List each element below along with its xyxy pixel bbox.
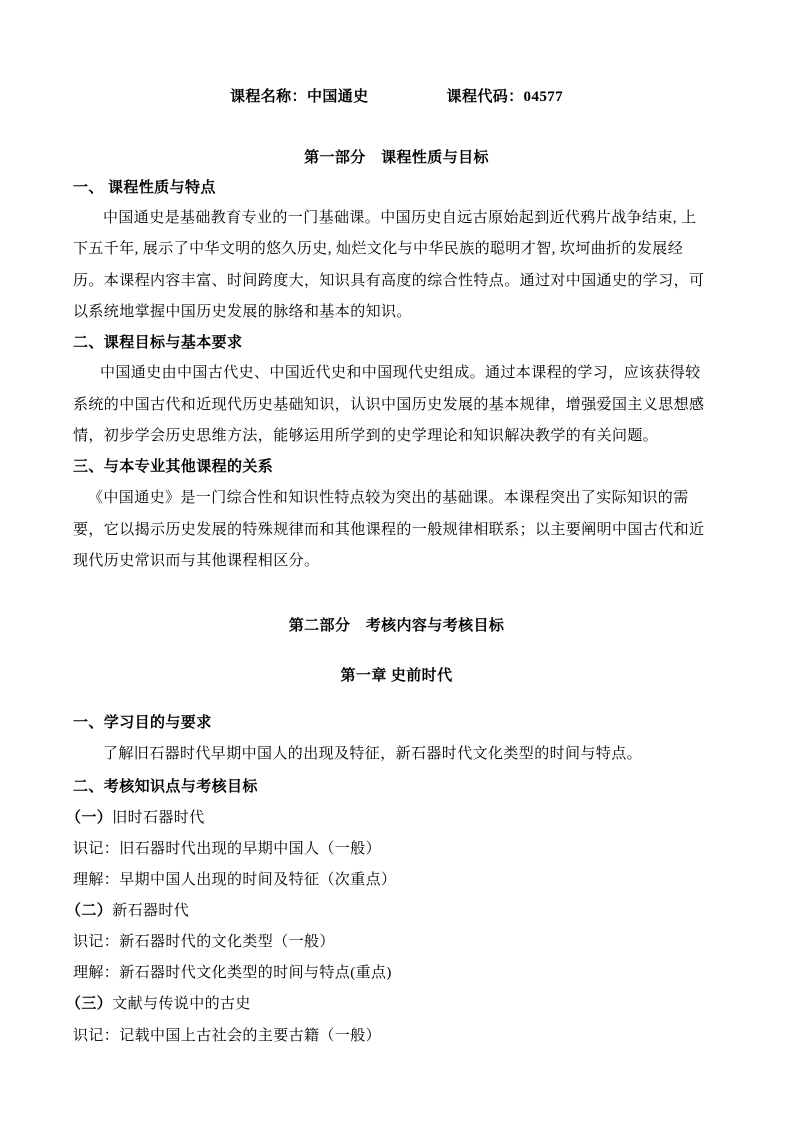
chapter-title: 第一章 史前时代 <box>340 668 453 684</box>
section-heading: 三、与本专业其他课程的关系 <box>73 459 274 475</box>
paragraph-line: 现代历史常识而与其他课程相区分。 <box>73 553 320 569</box>
section-heading: 二、课程目标与基本要求 <box>73 335 243 351</box>
subsection-item <box>66 808 205 828</box>
paragraph-line: 历。本课程内容丰富、时间跨度大，知识具有高度的综合性特点。通过对中国通史的学习，可 <box>73 273 705 289</box>
section-heading: 一、 课程性质与特点 <box>73 180 216 196</box>
course-code: 课程代码：04577 <box>446 89 564 105</box>
knowledge-item: 理解：早期中国人出现的时间及特征（次重点） <box>73 872 397 888</box>
subsection-item <box>66 994 251 1014</box>
subsection-item <box>66 901 189 921</box>
course-header <box>0 87 793 107</box>
paragraph-line: 情，初步学会历史思维方法，能够运用所学到的史学理论和知识解决教学的有关问题。 <box>73 428 659 444</box>
knowledge-item: 识记：记载中国上古社会的主要古籍（一般） <box>73 1028 382 1044</box>
knowledge-item: 识记：新石器时代的文化类型（一般） <box>73 934 335 950</box>
part2-title: 第二部分 考核内容与考核目标 <box>288 618 505 634</box>
section-heading: 一、学习目的与要求 <box>73 715 212 731</box>
paragraph-line: 下五千年, 展示了中华文明的悠久历史, 灿烂文化与中华民族的聪明才智, 坎坷曲折的发展经 <box>73 241 684 257</box>
item-label: （一） <box>66 810 113 826</box>
item-text: 文献与传说中的古史 <box>112 996 251 1012</box>
item-label: （三） <box>66 996 113 1012</box>
paragraph-line: 《中国通史》是一门综合性和知识性特点较为突出的基础课。本课程突出了实际知识的需 <box>88 490 689 506</box>
paragraph-line: 中国通史由中国古代史、中国近代史和中国现代史组成。通过本课程的学习，应该获得较 <box>100 365 701 381</box>
course-name: 课程名称：中国通史 <box>229 89 369 105</box>
section-heading: 二、考核知识点与考核目标 <box>73 779 258 795</box>
knowledge-item: 识记：旧石器时代出现的早期中国人（一般） <box>73 841 382 857</box>
paragraph-line: 以系统地掌握中国历史发展的脉络和基本的知识。 <box>73 304 412 320</box>
part1-title: 第一部分 课程性质与目标 <box>304 150 489 166</box>
paragraph-line: 了解旧石器时代早期中国人的出现及特征，新石器时代文化类型的时间与特点。 <box>103 746 643 762</box>
paragraph-line: 要，它以揭示历史发展的特殊规律而和其他课程的一般规律相联系；以主要阐明中国古代和近 <box>73 522 705 538</box>
paragraph-line: 系统的中国古代和近现代历史基础知识，认识中国历史发展的基本规律，增强爱国主义思想感 <box>73 397 705 413</box>
paragraph-line: 中国通史是基础教育专业的一门基础课。中国历史自远古原始起到近代鸦片战争结束, 上 <box>103 210 697 226</box>
item-text: 新石器时代 <box>112 903 190 919</box>
knowledge-item: 理解：新石器时代文化类型的时间与特点(重点) <box>73 965 392 981</box>
item-text: 旧时石器时代 <box>112 810 205 826</box>
item-label: （二） <box>66 903 113 919</box>
